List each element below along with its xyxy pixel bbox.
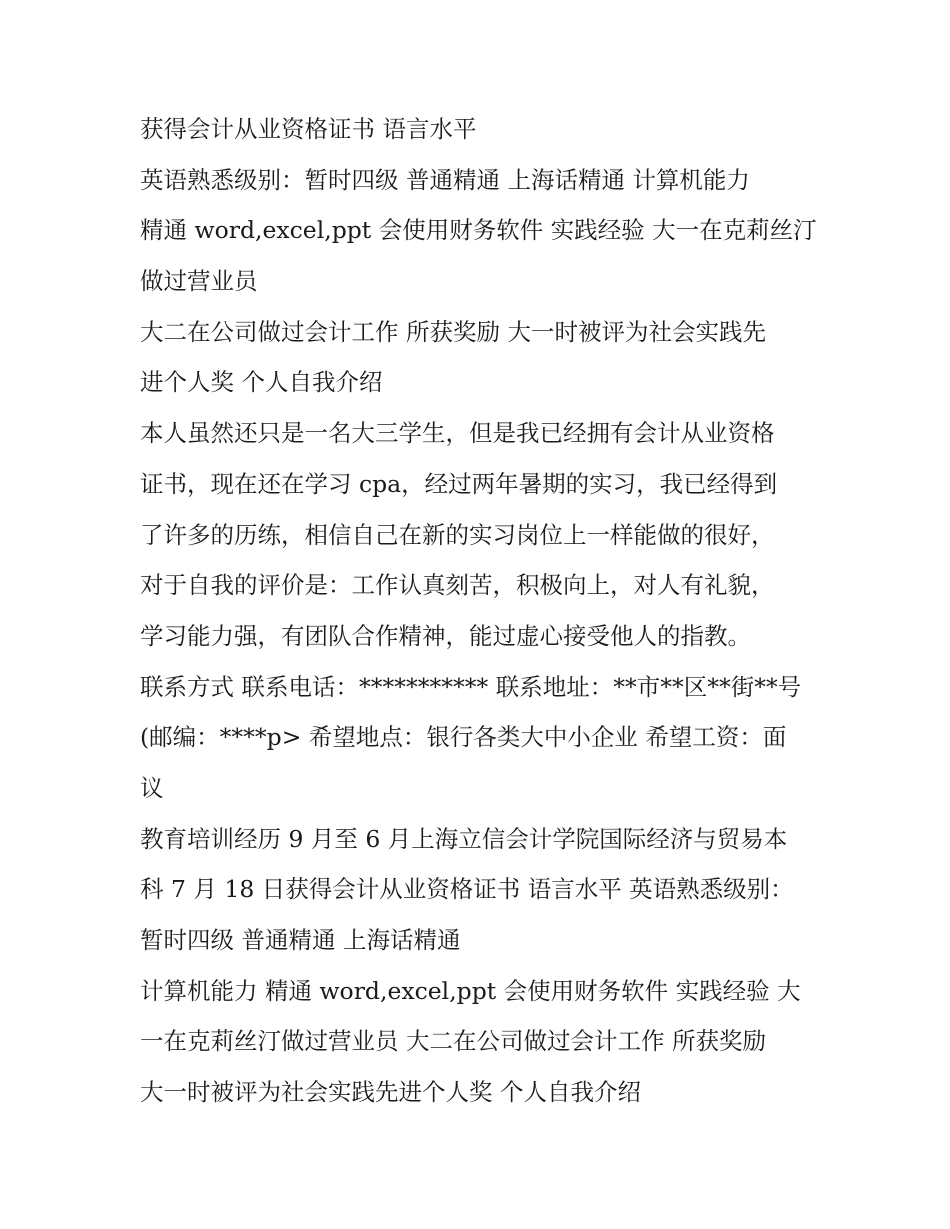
text-line: 联系方式 联系电话：*********** 联系地址：**市**区**街**号 — [140, 672, 802, 701]
text-line: 做过营业员 — [140, 267, 258, 296]
text-line: 获得会计从业资格证书 语言水平 — [140, 115, 477, 143]
text-line: 议 — [140, 773, 164, 802]
text-line: 进个人奖 个人自我介绍 — [140, 368, 383, 397]
text-line: 教育培训经历 9 月至 6 月上海立信会计学院国际经济与贸易本 — [140, 824, 788, 853]
text-line: 一在克莉丝汀做过营业员 大二在公司做过会计工作 所获奖励 — [140, 1027, 766, 1056]
text-line: 了许多的历练，相信自己在新的实习岗位上一样能做的很好， — [140, 520, 775, 549]
text-line: 证书，现在还在学习 cpa，经过两年暑期的实习，我已经得到 — [140, 469, 778, 498]
text-line: 暂时四级 普通精通 上海话精通 — [140, 926, 461, 954]
text-line: 科 7 月 18 日获得会计从业资格证书 语言水平 英语熟悉级别： — [140, 875, 794, 904]
text-line: (邮编：****p> 希望地点：银行各类大中小企业 希望工资：面 — [140, 723, 787, 752]
text-line: 计算机能力 精通 word,excel,ppt 会使用财务软件 实践经验 大 — [140, 976, 801, 1005]
text-line: 大一时被评为社会实践先进个人奖 个人自我介绍 — [140, 1078, 641, 1107]
text-line: 英语熟悉级别：暂时四级 普通精通 上海话精通 计算机能力 — [140, 165, 750, 194]
text-line: 对于自我的评价是：工作认真刻苦，积极向上，对人有礼貌， — [140, 571, 775, 600]
text-line: 精通 word,excel,ppt 会使用财务软件 实践经验 大一在克莉丝汀 — [140, 216, 817, 245]
text-line: 学习能力强，有团队合作精神，能过虚心接受他人的指教。 — [140, 621, 751, 650]
text-line: 大二在公司做过会计工作 所获奖励 大一时被评为社会实践先 — [140, 317, 766, 346]
text-line: 本人虽然还只是一名大三学生，但是我已经拥有会计从业资格 — [140, 419, 775, 448]
document-body — [140, 104, 820, 1118]
